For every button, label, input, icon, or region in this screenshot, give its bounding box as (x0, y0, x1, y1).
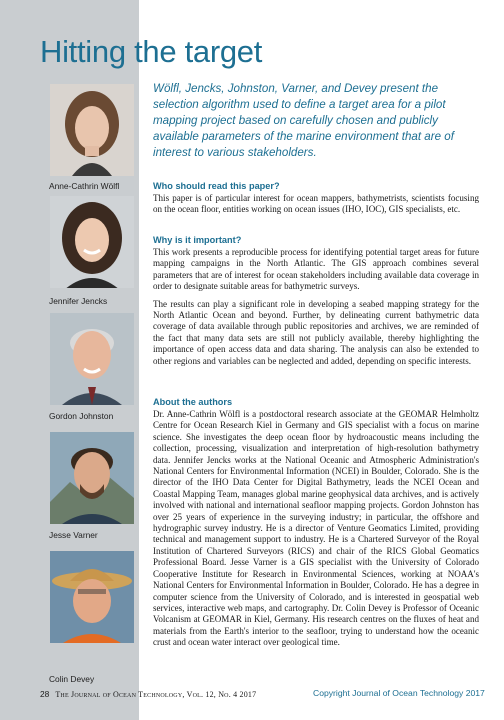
journal-name: The Journal of Ocean Technology, Vol. 12, No. 4 2017 (55, 690, 257, 699)
section-why-important (153, 235, 479, 367)
section-body: This paper is of particular interest for ocean mappers, bathymetrists, scientists focusing on the ocean floor, entities working on ocean issues (IHO, IOC), GIS specialists, etc. (153, 193, 479, 215)
author-caption: Colin Devey (49, 674, 95, 684)
section-body: This work presents a reproducible process for identifying potential target areas for future mapping campaigns in the North Atlantic. The GIS approach combines several parameters that are of interest for ocean stakeholders including available data coverage in order to designate suitable areas for bathymetric surveys. (153, 247, 479, 292)
section-heading: Why is it important? (153, 235, 242, 245)
author-caption: Anne-Cathrin Wölfl (49, 181, 120, 191)
author-caption: Gordon Johnston (49, 411, 114, 421)
author-photo-devey (50, 551, 134, 643)
section-heading: Who should read this paper? (153, 181, 280, 191)
author-photo-jencks (50, 196, 134, 288)
section-body: The results can play a significant role in developing a seabed mapping strategy for the North Atlantic Ocean and beyond. Further, by delineating current bathymetric data coverage of data available through public repositories and archives, we are reminded of the fact that many data sets are still not publicly available, thereby highlighting the importance of open access data and data sharing. The analysis can also be extended to other regions and variables can be neglected and added, depending on specific interests. (153, 298, 479, 366)
author-photo-varner (50, 432, 134, 524)
intro-summary: Wölfl, Jencks, Johnston, Varner, and Devey present the selection algorithm used to define a target area for a pilot mapping project based on carefully chosen and publicly available parameters of the marine environment that are of interest to various stakeholders. (153, 82, 454, 159)
author-caption: Jennifer Jencks (49, 296, 108, 306)
page-title: Hitting the target (40, 34, 263, 69)
section-body: Dr. Anne-Cathrin Wölfl is a postdoctoral research associate at the GEOMAR Helmholtz Centre for Ocean Research Kiel in Germany and GIS specialist with a focus on marine science. She investigates the deep ocean floor by hydroacoustic means including the collection, processing, visualization and interpretation of high-resolution bathymetry data. Jennifer Jencks works at the National Oceanic and Atmospheric Administration's National Centers for Environmental Information (NCEI) in Boulder, Colorado. She is the director of the IHO Data Center for Digital Bathymetry, leads the NCEI Ocean and Coastal Mapping Team, manages global marine geophysical data archives, and is actively involved with national and international seafloor mapping projects. Gordon Johnston has over 25 years of experience in the surveying industry; in particular, the offshore and hydrographic survey industry. He is a director of Venture Geomatics Limited, providing technical and management support to industry. He is a Chartered Surveyor of the Royal Institution of Chartered Surveyors (RICS) and chair of the RICS Global Geomatics Professional Board. Jesse Varner is a GIS specialist with the University of Colorado Cooperative Institute for Research in Environmental Sciences, working at NOAA's National Centers for Environmental Information in Boulder, Colorado. He has a degree in computer science from the University of Colorado, and is interested in geospatial web services, interactive web maps, and cartography. Dr. Colin Devey is Professor of Oceanic Volcanism at GEOMAR in Kiel, Germany. His research centres on the fluxes of heat and materials from the Earth's interior to the seafloor, trying to understand how the oceanic crust and ocean water interact over geological time. (153, 409, 479, 648)
section-heading: About the authors (153, 397, 233, 407)
page-number: 28 (40, 689, 50, 699)
footer-journal-line (40, 689, 256, 699)
section-who-should-read (153, 181, 479, 216)
author-caption: Jesse Varner (49, 530, 98, 540)
footer-copyright: Copyright Journal of Ocean Technology 2017 (313, 688, 485, 698)
section-about-authors (153, 397, 479, 649)
author-photo-wolfl (50, 84, 134, 176)
author-photo-johnston (50, 313, 134, 405)
